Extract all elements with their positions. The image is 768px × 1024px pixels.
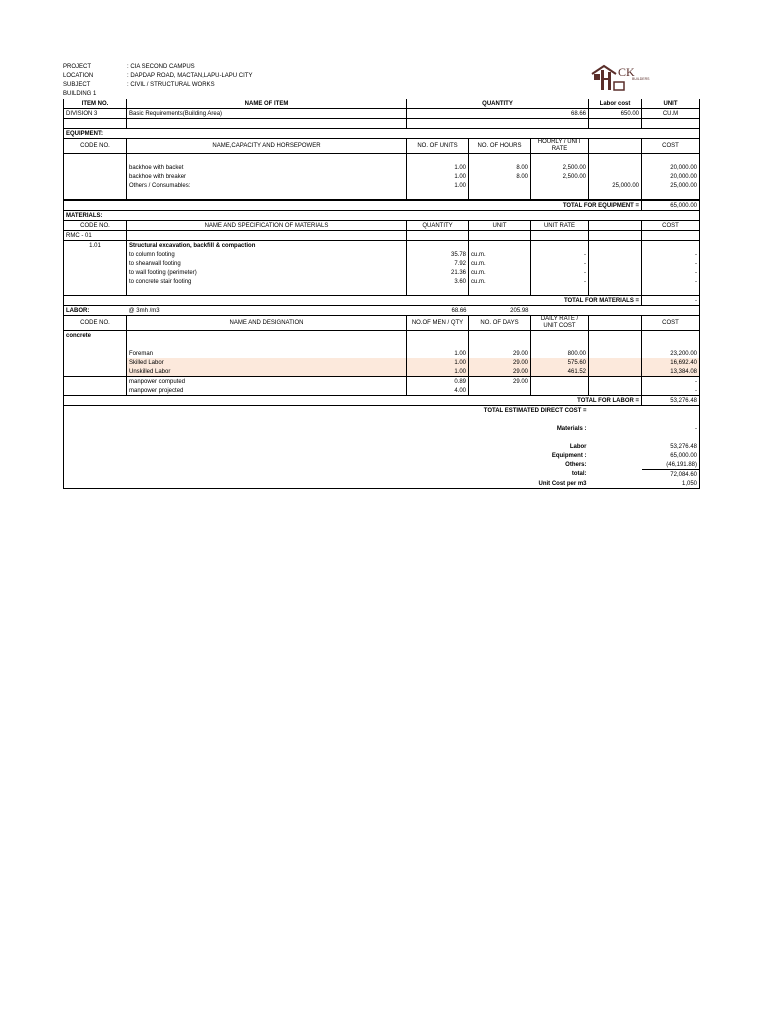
building-label: BUILDING 1 bbox=[63, 91, 97, 97]
material-cost: - bbox=[642, 250, 700, 259]
materials-row bbox=[64, 259, 700, 268]
materials-row bbox=[64, 277, 700, 286]
material-cost: - bbox=[642, 268, 700, 277]
labor-group: concrete bbox=[64, 331, 127, 341]
item-name-cell: Basic Requirements(Building Area) bbox=[127, 109, 407, 119]
subject-value: : CIVIL / STRUCTURAL WORKS bbox=[127, 82, 215, 88]
labor-name: Skilled Labor bbox=[127, 358, 407, 367]
material-rate: - bbox=[531, 250, 589, 259]
equipment-units-header: NO. OF UNITS bbox=[407, 139, 469, 154]
materials-total-row bbox=[64, 296, 700, 306]
materials-cost-header: COST bbox=[642, 221, 700, 231]
labor-name: Unskilled Labor bbox=[127, 367, 407, 377]
summary-materials-value: - bbox=[642, 424, 700, 433]
location-value: : DAPDAP ROAD, MACTAN,LAPU-LAPU CITY bbox=[127, 73, 253, 79]
summary-materials-label: Materials : bbox=[64, 424, 589, 433]
labor-section-title: LABOR: bbox=[64, 306, 127, 316]
equipment-rate: 2,500.00 bbox=[531, 172, 589, 181]
labor-cost-header: COST bbox=[642, 316, 700, 331]
material-quantity: 7.92 bbox=[407, 259, 469, 268]
equipment-units: 1.00 bbox=[407, 163, 469, 172]
labor-men: 1.00 bbox=[407, 349, 469, 358]
labor-cost: 13,384.08 bbox=[642, 367, 700, 377]
labor-row bbox=[64, 358, 700, 367]
labor-men-header: NO.OF MEN / QTY bbox=[407, 316, 469, 331]
equipment-rate-header: HOURLY / UNIT RATE bbox=[531, 139, 589, 154]
labor-section-row bbox=[64, 306, 700, 316]
material-quantity: 35.78 bbox=[407, 250, 469, 259]
labor-cost: - bbox=[642, 377, 700, 387]
materials-name-header: NAME AND SPECIFICATION OF MATERIALS bbox=[127, 221, 407, 231]
labor-days-header: NO. OF DAYS bbox=[469, 316, 531, 331]
name-of-item-header: NAME OF ITEM bbox=[127, 99, 407, 109]
materials-rate-header: UNIT RATE bbox=[531, 221, 589, 231]
equipment-name: Others / Consumables: bbox=[127, 181, 407, 190]
material-rate: - bbox=[531, 259, 589, 268]
summary-title: TOTAL ESTIMATED DIRECT COST = bbox=[64, 406, 589, 416]
equipment-name: backhoe with breaker bbox=[127, 172, 407, 181]
materials-section-title: MATERIALS: bbox=[64, 211, 700, 221]
summary-labor-label: Labor bbox=[64, 442, 589, 451]
unit-header: UNIT bbox=[642, 99, 700, 109]
material-quantity: 3.60 bbox=[407, 277, 469, 286]
labor-rate bbox=[531, 386, 589, 396]
item-no-header: ITEM NO. bbox=[64, 99, 127, 109]
logo-tagline: BUILDERS bbox=[632, 77, 650, 81]
equipment-row bbox=[64, 181, 700, 190]
labor-row bbox=[64, 377, 700, 387]
material-quantity: 21.36 bbox=[407, 268, 469, 277]
material-name: to concrete stair footing bbox=[127, 277, 407, 286]
summary-total-label: total: bbox=[64, 470, 589, 480]
summary-equipment-label: Equipment : bbox=[64, 451, 589, 460]
equipment-units: 1.00 bbox=[407, 181, 469, 190]
material-rate: - bbox=[531, 277, 589, 286]
labor-cost-header: Labor cost bbox=[589, 99, 642, 109]
summary-unit-cost-label: Unit Cost per m3 bbox=[64, 479, 589, 489]
labor-row bbox=[64, 386, 700, 396]
materials-unit-header: UNIT bbox=[469, 221, 531, 231]
labor-manhours: 205.98 bbox=[469, 306, 531, 316]
labor-days: 29.00 bbox=[469, 377, 531, 387]
materials-quantity-header: QUANTITY bbox=[407, 221, 469, 231]
company-logo bbox=[590, 62, 670, 92]
labor-row bbox=[64, 367, 700, 377]
materials-total: - bbox=[642, 296, 700, 306]
labor-name: manpower computed bbox=[127, 377, 407, 387]
equipment-units: 1.00 bbox=[407, 172, 469, 181]
material-unit: cu.m. bbox=[469, 250, 531, 259]
equipment-code-header: CODE NO. bbox=[64, 139, 127, 154]
equipment-rate bbox=[531, 181, 589, 190]
labor-men: 1.00 bbox=[407, 358, 469, 367]
logo-letters: CK bbox=[618, 65, 635, 79]
labor-rate-header: DAILY RATE / UNIT COST bbox=[531, 316, 589, 331]
labor-days: 29.00 bbox=[469, 349, 531, 358]
labor-days bbox=[469, 386, 531, 396]
summary-labor-value: 53,276.48 bbox=[642, 442, 700, 451]
material-name: to column footing bbox=[127, 250, 407, 259]
project-header bbox=[63, 63, 523, 99]
equipment-header-row bbox=[64, 139, 700, 154]
cost-estimate-sheet bbox=[63, 99, 700, 489]
summary-materials-row bbox=[64, 424, 700, 433]
summary-others-value: (46,191.88) bbox=[642, 460, 700, 470]
equipment-cost: 20,000.00 bbox=[642, 172, 700, 181]
equipment-name-header: NAME,CAPACITY AND HORSEPOWER bbox=[127, 139, 407, 154]
equipment-hours: 8.00 bbox=[469, 163, 531, 172]
material-unit: cu.m. bbox=[469, 268, 531, 277]
location-label: LOCATION bbox=[63, 73, 94, 79]
labor-cost: - bbox=[642, 386, 700, 396]
equipment-hours: 8.00 bbox=[469, 172, 531, 181]
labor-total: 53,276.48 bbox=[642, 396, 700, 406]
equipment-cost: 20,000.00 bbox=[642, 163, 700, 172]
materials-row bbox=[64, 268, 700, 277]
equipment-total-label: TOTAL FOR EQUIPMENT = bbox=[64, 200, 642, 211]
equipment-total-row bbox=[64, 200, 700, 211]
labor-rate: 800.00 bbox=[531, 349, 589, 358]
summary-others-label: Others: bbox=[64, 460, 589, 470]
labor-days: 29.00 bbox=[469, 358, 531, 367]
material-rate: - bbox=[531, 268, 589, 277]
material-unit: cu.m. bbox=[469, 259, 531, 268]
materials-group-code: RMC - 01 bbox=[64, 231, 127, 241]
equipment-section-title: EQUIPMENT: bbox=[64, 129, 700, 139]
labor-total-row bbox=[64, 396, 700, 406]
labor-cost: 23,200.00 bbox=[642, 349, 700, 358]
materials-header-row bbox=[64, 221, 700, 231]
summary-others-row bbox=[64, 460, 700, 470]
item-unit-cell: CU.M bbox=[642, 109, 700, 119]
summary-unit-cost-row bbox=[64, 479, 700, 489]
materials-sub-code: 1.01 bbox=[64, 241, 127, 251]
materials-group-title: Structural excavation, backfill & compaction bbox=[127, 241, 407, 251]
item-labor-cost-cell: 650.00 bbox=[589, 109, 642, 119]
equipment-extra bbox=[589, 163, 642, 172]
labor-days: 29.00 bbox=[469, 367, 531, 377]
labor-rate bbox=[531, 377, 589, 387]
material-cost: - bbox=[642, 259, 700, 268]
summary-title-row bbox=[64, 406, 700, 416]
material-name: to wall footing (perimeter) bbox=[127, 268, 407, 277]
materials-code-header: CODE NO. bbox=[64, 221, 127, 231]
labor-cost: 16,692.40 bbox=[642, 358, 700, 367]
labor-men: 4.00 bbox=[407, 386, 469, 396]
equipment-row bbox=[64, 163, 700, 172]
summary-total-row bbox=[64, 470, 700, 480]
item-header-row bbox=[64, 99, 700, 109]
labor-rate: 575.60 bbox=[531, 358, 589, 367]
equipment-cost: 25,000.00 bbox=[642, 181, 700, 190]
equipment-name: backhoe with backet bbox=[127, 163, 407, 172]
summary-labor-row bbox=[64, 442, 700, 451]
labor-rate: 461.52 bbox=[531, 367, 589, 377]
summary-equipment-value: 65,000.00 bbox=[642, 451, 700, 460]
labor-name-header: NAME AND DESIGNATION bbox=[127, 316, 407, 331]
labor-header-row bbox=[64, 316, 700, 331]
project-label: PROJECT bbox=[63, 64, 92, 70]
labor-row bbox=[64, 349, 700, 358]
quantity-header: QUANTITY bbox=[407, 99, 589, 109]
labor-qty: 68.66 bbox=[407, 306, 469, 316]
summary-equipment-row bbox=[64, 451, 700, 460]
labor-name: manpower projected bbox=[127, 386, 407, 396]
material-unit: cu.m. bbox=[469, 277, 531, 286]
labor-name: Foreman bbox=[127, 349, 407, 358]
labor-men: 0.89 bbox=[407, 377, 469, 387]
equipment-rate: 2,500.00 bbox=[531, 163, 589, 172]
summary-unit-cost-value: 1,050 bbox=[642, 479, 700, 489]
equipment-row bbox=[64, 172, 700, 181]
project-value: : CIA SECOND CAMPUS bbox=[127, 64, 195, 70]
equipment-extra bbox=[589, 172, 642, 181]
labor-men: 1.00 bbox=[407, 367, 469, 377]
material-name: to shearwall footing bbox=[127, 259, 407, 268]
item-quantity-cell: 68.66 bbox=[407, 109, 589, 119]
equipment-total: 65,000.00 bbox=[642, 200, 700, 211]
division-cell: DIVISION 3 bbox=[64, 109, 127, 119]
labor-rate-note: @ 3mh /m3 bbox=[127, 306, 407, 316]
material-cost: - bbox=[642, 277, 700, 286]
equipment-cost-header: COST bbox=[642, 139, 700, 154]
materials-row bbox=[64, 250, 700, 259]
summary-total-value: 72,084.60 bbox=[642, 470, 700, 480]
materials-total-label: TOTAL FOR MATERIALS = bbox=[64, 296, 642, 306]
subject-label: SUBJECT bbox=[63, 82, 91, 88]
labor-code-header: CODE NO. bbox=[64, 316, 127, 331]
equipment-extra: 25,000.00 bbox=[589, 181, 642, 190]
equipment-hours-header: NO. OF HOURS bbox=[469, 139, 531, 154]
labor-total-label: TOTAL FOR LABOR = bbox=[64, 396, 642, 406]
item-row bbox=[64, 109, 700, 119]
equipment-hours bbox=[469, 181, 531, 190]
